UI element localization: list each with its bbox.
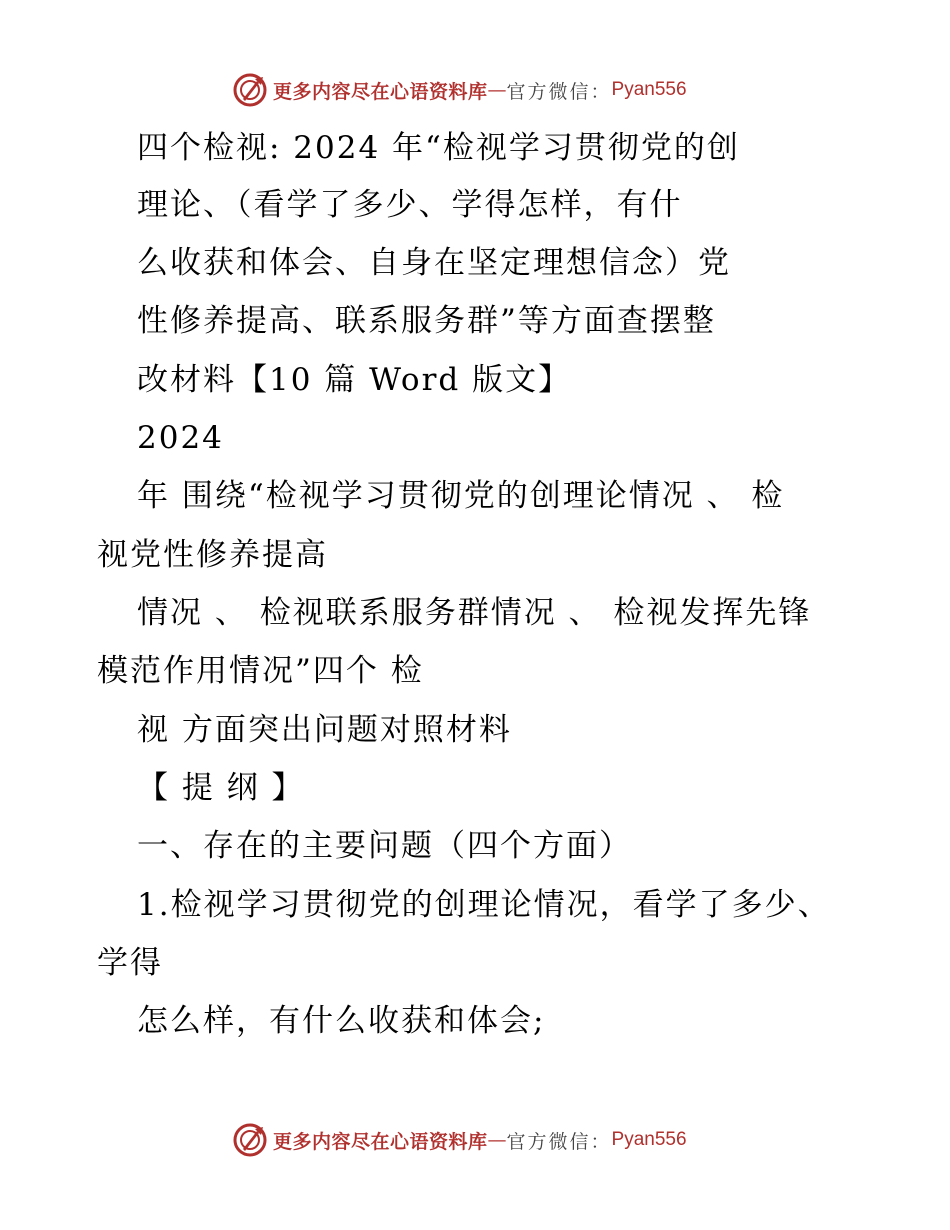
banner-text: 更多内容尽在心语资料库 bbox=[273, 1130, 488, 1153]
header-banner bbox=[233, 72, 687, 108]
body-line: 学得 bbox=[97, 945, 163, 981]
outline-heading: 【 提 纲 】 bbox=[137, 770, 305, 806]
banner-official-label: 官方微信： bbox=[506, 1130, 612, 1153]
banner-separator: — bbox=[487, 79, 507, 101]
title-line: 改材料【10 篇 Word 版文】 bbox=[137, 362, 572, 398]
title-line: 四个检视: 2024 年“检视学习贯彻党的创 bbox=[137, 130, 740, 166]
banner-text: 更多内容尽在心语资料库 bbox=[273, 80, 488, 103]
body-line: 2024 bbox=[137, 420, 224, 456]
body-line: 怎么样，有什么收获和体会; bbox=[137, 1003, 546, 1039]
body-line: 年 围绕“检视学习贯彻党的创理论情况 、 检 bbox=[137, 478, 785, 514]
title-line: 理论、（看学了多少、学得怎样，有什 bbox=[137, 187, 683, 223]
footer-banner bbox=[233, 1122, 687, 1158]
body-line: 模范作用情况”四个 检 bbox=[97, 653, 424, 689]
banner-wechat-id: Pyan556 bbox=[611, 1129, 687, 1150]
body-line: 视党性修养提高 bbox=[97, 537, 328, 573]
title-line: 么收获和体会、自身在坚定理想信念）党 bbox=[137, 245, 731, 281]
title-line: 性修养提高、联系服务群”等方面查摆整 bbox=[137, 303, 716, 339]
banner-separator: — bbox=[487, 1129, 507, 1151]
body-line: 视 方面突出问题对照材料 bbox=[137, 712, 512, 748]
section-heading: 一、存在的主要问题（四个方面） bbox=[137, 828, 632, 864]
banner-wechat-id: Pyan556 bbox=[611, 79, 687, 100]
body-line: 1.检视学习贯彻党的创理论情况，看学了多少、 bbox=[137, 887, 831, 923]
banner-official-label: 官方微信： bbox=[506, 80, 612, 103]
quill-circle-icon bbox=[233, 73, 267, 107]
body-line: 情况 、 检视联系服务群情况 、 检视发挥先锋 bbox=[137, 595, 812, 631]
quill-circle-icon bbox=[233, 1123, 267, 1157]
